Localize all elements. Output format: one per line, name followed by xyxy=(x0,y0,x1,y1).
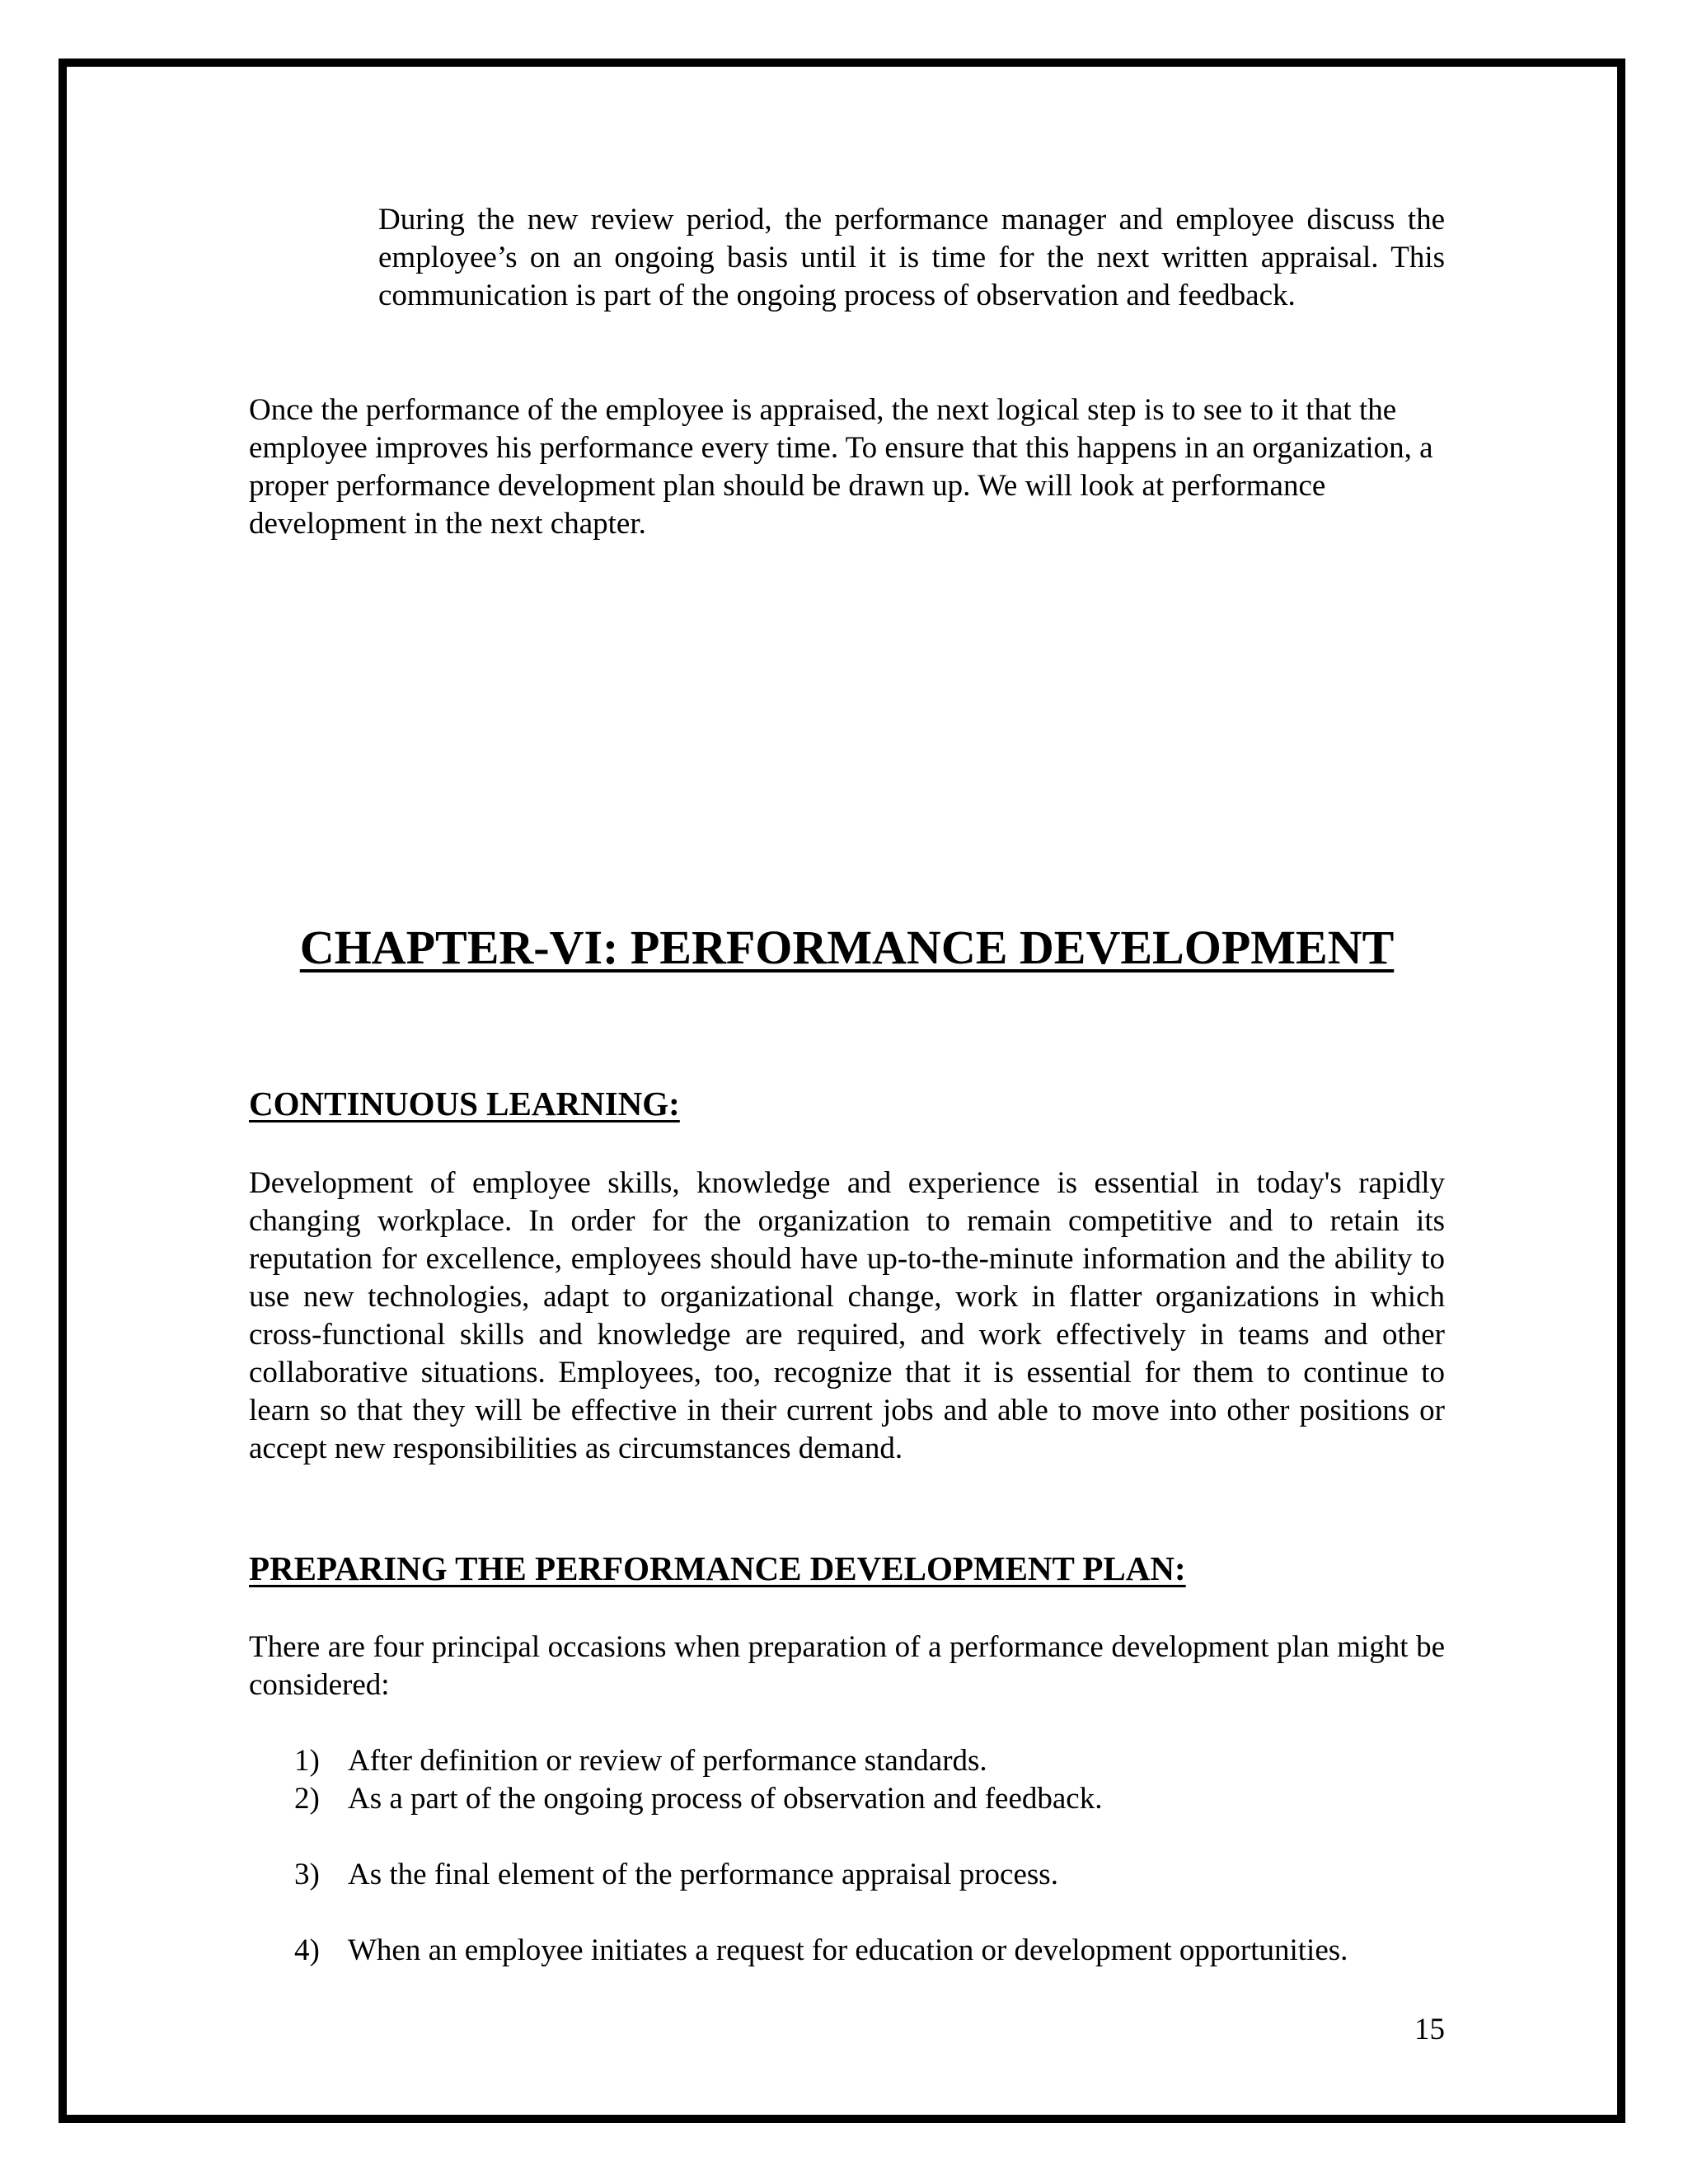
intro-indented-paragraph: During the new review period, the performance manager and employee discuss the employee’s on an ongoing basis until it is time for the next written appraisal. This communication is part of the ongoing process of observation and feedback. xyxy=(378,203,1445,312)
section-body-preparing-plan: There are four principal occasions when preparation of a performance development plan might be considered: xyxy=(249,1630,1445,1702)
section-heading-preparing-plan: PREPARING THE PERFORMANCE DEVELOPMENT PLAN: xyxy=(249,1549,1186,1587)
list-item-text: As the final element of the performance appraisal process. xyxy=(348,1858,1058,1891)
page-number: 15 xyxy=(1414,2013,1445,2046)
list-item-number: 1) xyxy=(294,1744,320,1778)
list-item-number: 3) xyxy=(294,1858,320,1891)
section-body-continuous-learning: Development of employee skills, knowledge and experience is essential in today's rapidly changing workplace. In order for the organization to remain competitive and to retain its reputation for excellence, employees should have up-to-the-minute information and the ability to use new technologies, adapt to organizational change, work in flatter organizations in which cross-functional skills and knowledge are required, and work effectively in teams and other collaborative situations. Employees, too, recognize that it is essential for them to continue to learn so that they will be effective in their current jobs and able to move into other positions or accept new responsibilities as circumstances demand. xyxy=(249,1166,1445,1465)
section-heading-continuous-learning: CONTINUOUS LEARNING: xyxy=(249,1085,680,1122)
list-item-text: As a part of the ongoing process of observation and feedback. xyxy=(348,1782,1103,1816)
list-item-text: When an employee initiates a request for education or development opportunities. xyxy=(348,1933,1348,1967)
occasion-list-item xyxy=(294,1932,1465,1970)
chapter-title: CHAPTER-VI: PERFORMANCE DEVELOPMENT xyxy=(299,921,1395,974)
list-item-number: 4) xyxy=(294,1933,320,1967)
intro-paragraph: Once the performance of the employee is appraised, the next logical step is to see to it that the employee improves his performance every time. To ensure that this happens in an organization, a proper performance development plan should be drawn up. We will look at performance development in the next chapter. xyxy=(249,393,1433,541)
occasion-list-item xyxy=(294,1742,1465,1780)
list-item-text: After definition or review of performance standards. xyxy=(348,1744,987,1778)
list-item-number: 2) xyxy=(294,1782,320,1816)
occasion-list-item xyxy=(294,1856,1465,1894)
occasion-list-item xyxy=(294,1780,1465,1818)
